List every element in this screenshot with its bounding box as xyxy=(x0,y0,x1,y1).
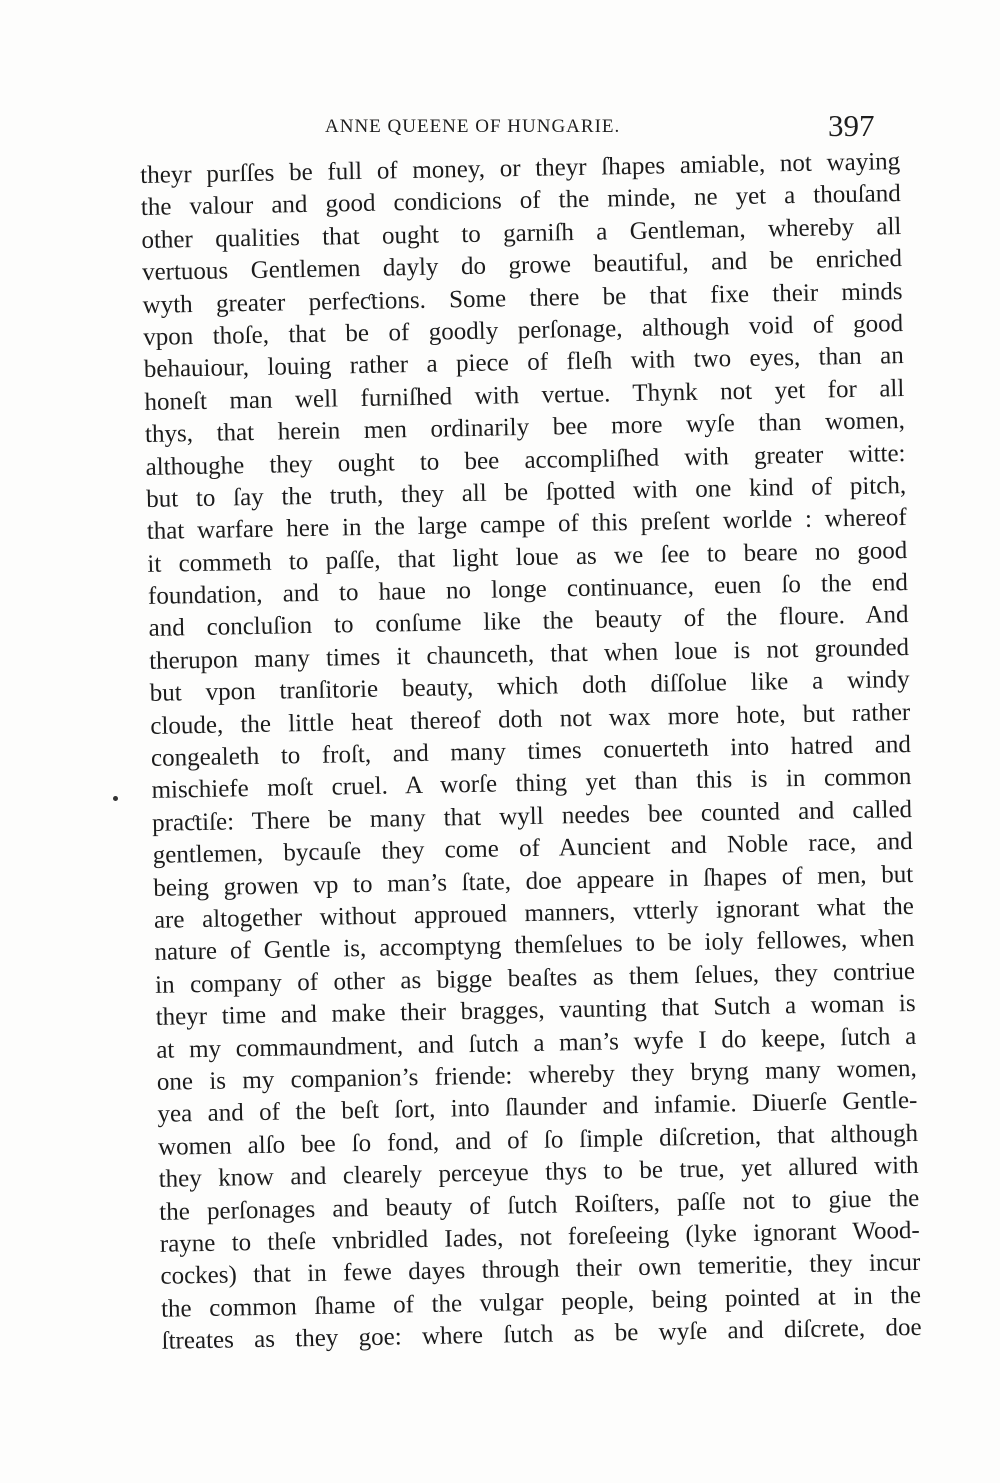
text-line: ſtreates as they goe: where ſutch as be wyſe and diſcrete, doe xyxy=(161,1313,922,1355)
text-line: but vpon tranſitorie beauty, which doth diſſolue like a windy xyxy=(149,666,910,708)
page-number: 397 xyxy=(828,108,875,143)
text-line: the common ſhame of the vulgar people, being pointed at in the xyxy=(160,1281,922,1323)
text-line: the perſonages and beauty of ſutch Roiſters, paſſe not to giue the xyxy=(159,1184,920,1226)
text-line: congealeth to froſt, and many times conuerteth into hatred and xyxy=(150,731,912,772)
running-title: ANNE QUEENE OF HUNGARIE. xyxy=(325,116,621,137)
text-line: yea and of the beſt ſort, into ſlaunder and infamie. Diuerſe Gentle- xyxy=(157,1087,918,1129)
text-line: praƈtiſe: There be many that wyll needes bee counted and called xyxy=(151,795,913,837)
text-line: behauiour, louing rather a piece of fleſh with two eyes, than an xyxy=(143,342,904,384)
text-line: mischiefe moſt cruel. A worſe thing yet than this is in common xyxy=(151,763,912,805)
text-line: but to ſay the truth, they all be ſpotted with one kind of pitch, xyxy=(145,471,907,513)
text-line: one is my companion’s friende: whereby they bryng many women, xyxy=(156,1054,918,1096)
text-line: it commeth to paſſe, that light loue as we ſee to beare no good xyxy=(147,536,908,578)
text-line: they know and clearely perceyue thys to be true, yet allured with xyxy=(158,1152,919,1193)
text-line: in company of other as bigge beaſtes as them ſelues, they contriue xyxy=(154,957,916,999)
text-line: the valour and good condicions of the minde, ne yet a thouſand xyxy=(140,180,901,222)
text-line: cloude, the little heat thereof doth not wax more hote, but rather xyxy=(150,698,911,740)
text-line: and concluſion to conſume like the beauty of the floure. And xyxy=(148,601,909,643)
margin-mark xyxy=(113,796,118,801)
text-line: thys, that herein men ordinarily bee more wyſe than women, xyxy=(144,407,906,449)
text-line: honeſt man well furniſhed with vertue. Thynk not yet for all xyxy=(144,374,905,416)
text-line: cockes) that in fewe dayes through their own temeritie, they incur xyxy=(160,1249,921,1291)
text-line: therupon many times it chaunceth, that when loue is not grounded xyxy=(148,633,910,675)
text-line: women alſo bee ſo fond, and of ſo ſimple diſcretion, that although xyxy=(157,1119,919,1161)
text-line: other qualities that ought to garniſh a Gentleman, whereby all xyxy=(141,212,902,254)
text-line: are altogether without approued manners, vtterly ignorant what the xyxy=(153,892,915,934)
body-text xyxy=(140,146,922,1358)
text-line: nature of Gentle is, accomptyng themſelues to be ioly fellowes, when xyxy=(154,925,915,967)
text-line: theyr time and make their bragges, vaunting that Sutch a woman is xyxy=(155,990,916,1032)
text-line: gentlemen, bycauſe they come of Auncient and Noble race, and xyxy=(152,828,913,870)
text-line: that warfare here in the large campe of this preſent worlde : whereof xyxy=(146,504,907,546)
text-line: wyth greater perfeƈtions. Some there be that fixe their minds xyxy=(142,277,903,319)
text-line: rayne to theſe vnbridled Iades, not foreſeeing (lyke ignorant Wood- xyxy=(159,1216,920,1258)
text-line: at my commaundment, and ſutch a man’s wyfe I do keepe, ſutch a xyxy=(156,1022,917,1064)
text-line: vertuous Gentlemen dayly do growe beautiful, and be enriched xyxy=(141,245,903,287)
text-line: being growen vp to man’s ſtate, doe appeare in ſhapes of men, but xyxy=(153,860,914,902)
text-line: vpon thoſe, that be of goodly perſonage, although void of good xyxy=(143,309,904,351)
text-line: theyr purſſes be full of money, or theyr ſhapes amiable, not waying xyxy=(140,148,901,189)
text-line: althoughe they ought to bee accompliſhed with greater witte: xyxy=(145,439,906,481)
text-line: foundation, and to haue no longe continuance, euen ſo the end xyxy=(147,569,909,611)
